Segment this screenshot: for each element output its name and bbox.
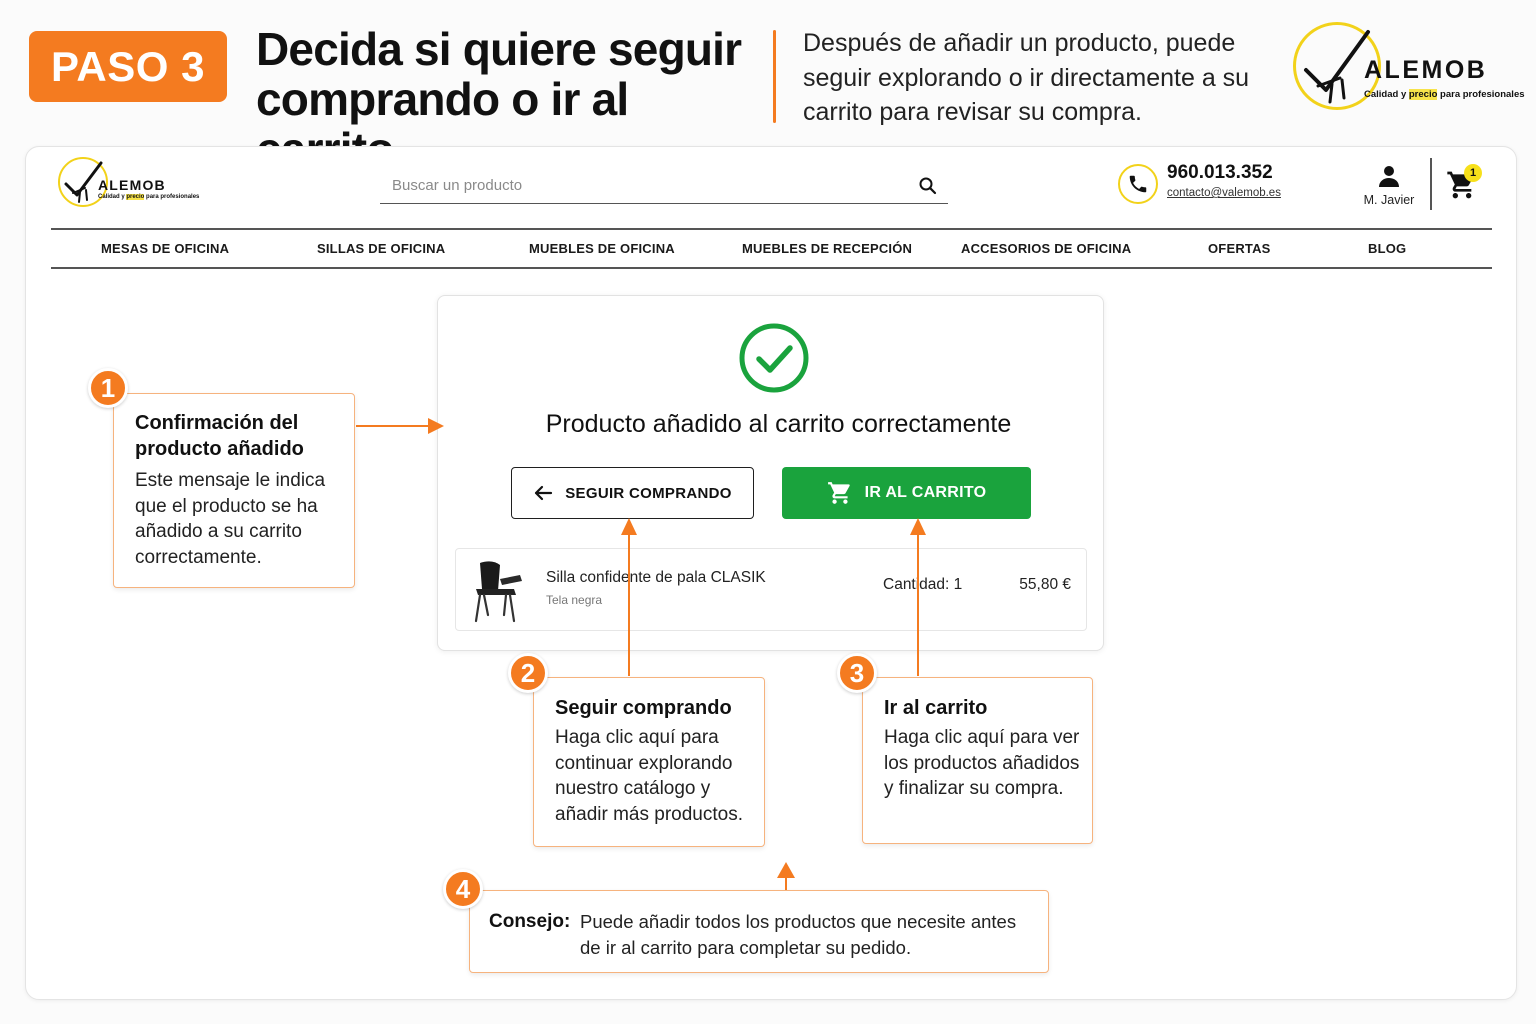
callout-go-to-cart	[862, 677, 1093, 844]
product-price: 55,80 €	[1019, 576, 1071, 593]
logo-name: ALEMOB	[98, 177, 166, 193]
logo-name: ALEMOB	[1364, 56, 1488, 84]
callout-2-body: Haga clic aquí para continuar explorando nuestro catálogo y añadir más productos.	[555, 727, 743, 825]
tip-body: Puede añadir todos los productos que necesite antes de ir al carrito para completar su pedido.	[580, 911, 1017, 958]
arrow-1-head	[428, 418, 444, 434]
callout-2-title: Seguir comprando	[555, 697, 732, 719]
nav-item-recepcion[interactable]: MUEBLES DE RECEPCIÓN	[742, 241, 913, 256]
arrow-4-head	[777, 862, 795, 878]
phone-number[interactable]: 960.013.352	[1167, 162, 1273, 183]
account-name: M. Javier	[1363, 193, 1415, 207]
callout-1-body: Este mensaje le indica que el producto se ha añadido a su carrito correctamente.	[135, 470, 326, 568]
arrow-3-head	[910, 518, 926, 535]
product-variant: Tela negra	[546, 593, 603, 607]
callout-3-body: Haga clic aquí para ver los productos añadidos y finalizar su compra.	[884, 727, 1080, 799]
continue-shopping-label: SEGUIR COMPRANDO	[565, 484, 732, 502]
nav-item-blog[interactable]: BLOG	[1368, 241, 1407, 256]
callout-tip	[469, 890, 1049, 973]
step-badge: PASO 3	[29, 31, 227, 102]
product-quantity: Cantidad: 1	[883, 576, 963, 593]
nav-item-ofertas[interactable]: OFERTAS	[1208, 241, 1271, 256]
step-number-1: 1	[88, 368, 128, 408]
step-number-3: 3	[837, 653, 877, 693]
step-number-2: 2	[508, 653, 548, 693]
contact-email[interactable]: contacto@valemob.es	[1167, 187, 1281, 199]
cart-count-badge: 1	[1464, 164, 1482, 182]
product-name: Silla confidente de pala CLASIK	[546, 569, 766, 586]
nav-item-accesorios[interactable]: ACCESORIOS DE OFICINA	[961, 241, 1132, 256]
callout-1-title: Confirmación del producto añadido	[135, 412, 304, 460]
logo-slogan: Calidad y precio para profesionales	[1364, 89, 1525, 100]
nav-item-sillas[interactable]: SILLAS DE OFICINA	[317, 241, 446, 256]
arrow-2-head	[621, 518, 637, 535]
nav-item-mesas[interactable]: MESAS DE OFICINA	[101, 241, 230, 256]
callout-confirmation	[113, 393, 355, 588]
tip-label: Consejo:	[489, 911, 571, 932]
nav-item-muebles[interactable]: MUEBLES DE OFICINA	[529, 241, 675, 256]
page-title: Decida si quiere seguir comprando o ir al	[256, 23, 742, 125]
step-number-4: 4	[443, 869, 483, 909]
intro-text: Después de añadir un producto, puede seguir explorando o ir directamente a su carrito para revisar su compra.	[803, 29, 1250, 126]
logo-slogan: Calidad y precio para profesionales	[98, 194, 200, 200]
callout-continue-shopping	[533, 677, 765, 847]
callout-3-title: Ir al carrito	[884, 697, 988, 719]
confirmation-message: Producto añadido al carrito correctamente	[545, 410, 1012, 438]
go-to-cart-label: IR AL CARRITO	[864, 484, 987, 501]
